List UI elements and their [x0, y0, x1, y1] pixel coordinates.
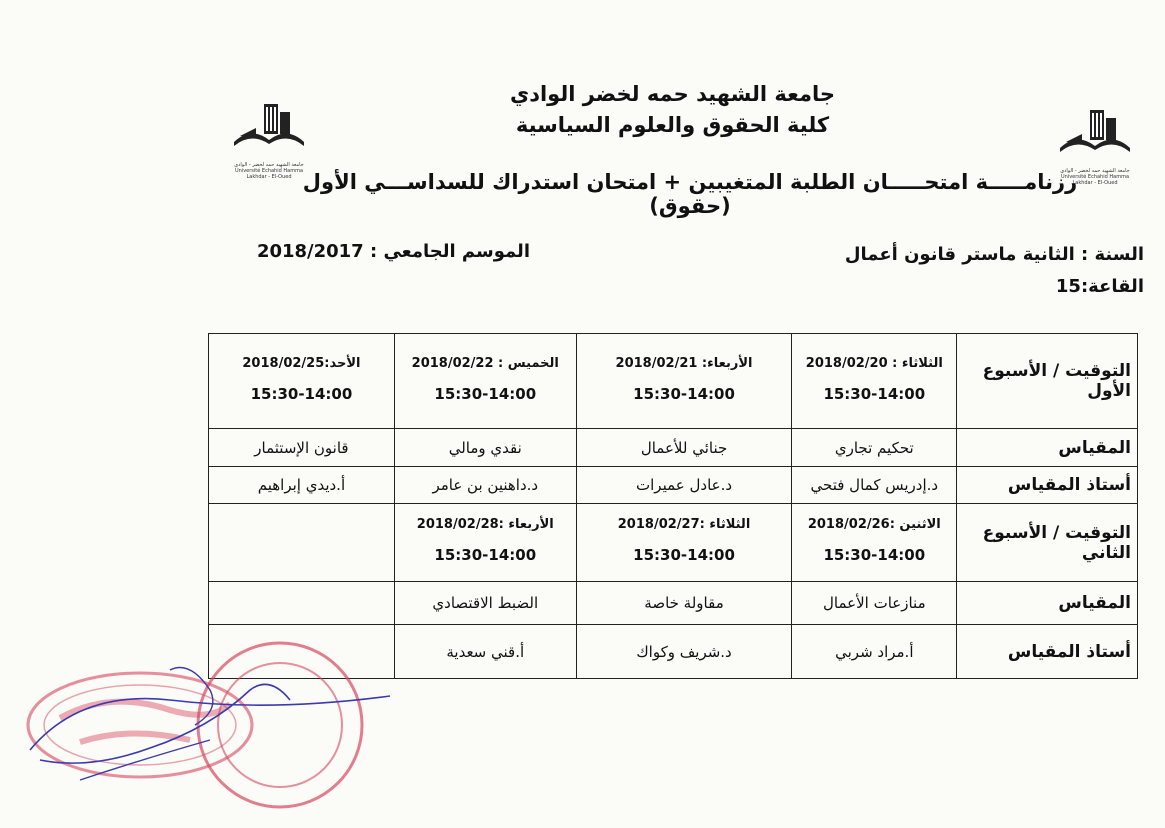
slot-time: 15:30-14:00: [633, 546, 735, 564]
year-line: السنة : الثانية ماستر قانون أعمال: [844, 244, 1144, 265]
round-stamp-icon: [198, 643, 362, 807]
week2-module-row: [209, 582, 1138, 625]
slot-time: 15:30-14:00: [250, 384, 353, 403]
slot-day: الخميس : 2018/02/22: [411, 355, 559, 371]
module-cell: قانون الإستثمار: [209, 429, 395, 467]
module-cell: منازعات الأعمال: [792, 582, 957, 625]
slot-day: الاثنين :2018/02/26: [807, 517, 941, 532]
slot-day: الأحد:2018/02/25: [242, 355, 361, 371]
week2-slot-1: [792, 504, 957, 582]
teacher-cell: أ.ديدي إبراهيم: [209, 467, 395, 504]
faculty-name: كلية الحقوق والعلوم السياسية: [515, 113, 830, 137]
row-label-week2: التوقيت / الأسبوع الثاني: [957, 504, 1138, 582]
teacher-cell: د.عادل عميرات: [576, 467, 792, 504]
slot-day: الثلاثاء : 2018/02/20: [805, 355, 943, 371]
week2-time-row: [209, 504, 1138, 582]
week1-slot-4: [209, 334, 395, 429]
week1-slot-3: [394, 334, 576, 429]
document-title: رزنامـــــة امتحـــــان الطلبة المتغيبين + امتحان استدراك للسداســـي الأول (حقوق): [302, 170, 1078, 218]
week2-slot-2: [576, 504, 792, 582]
hall-line: القاعة:15: [1055, 276, 1144, 297]
slot-day: الأربعاء: 2018/02/21: [615, 355, 753, 371]
week1-teacher-row: [209, 467, 1138, 504]
row-label-module: المقياس: [957, 582, 1138, 625]
week2-slot-3: [394, 504, 576, 582]
week2-slot-4: [209, 504, 395, 582]
slot-time: 15:30-14:00: [434, 384, 537, 403]
slot-time: 15:30-14:00: [823, 546, 926, 564]
module-cell: جنائي للأعمال: [576, 429, 792, 467]
row-label-module: المقياس: [957, 429, 1138, 467]
teacher-cell: أ.قني سعدية: [394, 625, 576, 679]
module-cell: نقدي ومالي: [394, 429, 576, 467]
row-label-teacher: أستاذ المقياس: [957, 625, 1138, 679]
week1-slot-2: [576, 334, 792, 429]
exam-schedule-table: [208, 333, 1138, 679]
logo-caption-right: جامعة الشهيد حمه لخضر - الوادي Université Echahid Hamma Lakhdar - El-Oued: [1060, 168, 1130, 186]
module-cell: الضبط الاقتصادي: [394, 582, 576, 625]
slot-time: 15:30-14:00: [633, 384, 735, 403]
slot-time: 15:30-14:00: [823, 384, 926, 403]
week1-slot-1: [792, 334, 957, 429]
university-logo-left: [226, 98, 312, 180]
slot-time: 15:30-14:00: [434, 546, 537, 564]
week1-module-row: [209, 429, 1138, 467]
logo-caption-left: جامعة الشهيد حمه لخضر - الوادي Université Echahid Hamma Lakhdar - El-Oued: [234, 162, 304, 180]
official-stamps: [20, 630, 420, 820]
university-name: جامعة الشهيد حمه لخضر الوادي: [509, 82, 836, 106]
slot-day: الثلاثاء :2018/02/27: [617, 517, 751, 532]
week1-time-row: [209, 334, 1138, 429]
row-label-teacher: أستاذ المقياس: [957, 467, 1138, 504]
module-cell: [209, 582, 395, 625]
slot-day: الأربعاء :2018/02/28: [416, 517, 554, 532]
module-cell: تحكيم تجاري: [792, 429, 957, 467]
module-cell: مقاولة خاصة: [576, 582, 792, 625]
teacher-cell: د.شريف وكواك: [576, 625, 792, 679]
season-line: الموسم الجامعي : 2018/2017: [256, 241, 530, 262]
teacher-cell: أ.مراد شربي: [792, 625, 957, 679]
teacher-cell: د.داهنين بن عامر: [394, 467, 576, 504]
row-label-week1: التوقيت / الأسبوع الأول: [957, 334, 1138, 429]
teacher-cell: د.إدريس كمال فتحي: [792, 467, 957, 504]
